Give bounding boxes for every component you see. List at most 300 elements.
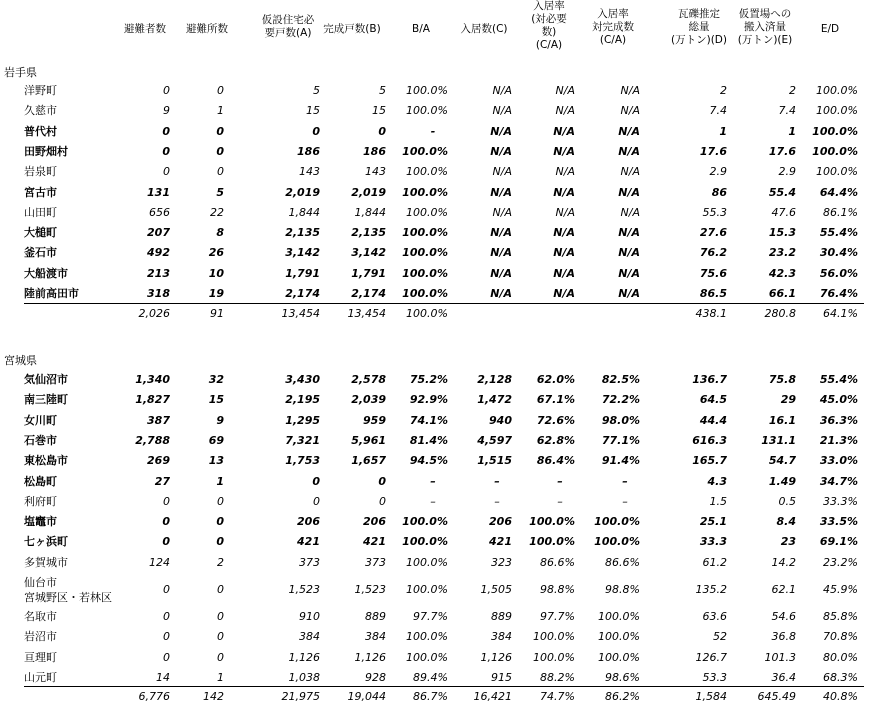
cell-evacuees: 213 [147, 266, 170, 280]
cell-evacuees: 0 [162, 144, 170, 158]
cell-occupancy-required: N/A [555, 165, 575, 179]
cell-evacuees: 0 [162, 535, 170, 549]
cell-ed-ratio: 100.0% [816, 165, 858, 179]
cell-debris-total: 52 [713, 630, 727, 644]
cell-completed-units: 928 [365, 670, 386, 684]
cell-required-units: 910 [299, 610, 320, 623]
cell-debris-removed: 1.49 [768, 474, 796, 488]
cell-occupancy-required: 86.6% [540, 555, 575, 569]
cell-occupancy-required: N/A [555, 104, 575, 118]
cell-ba-ratio: 100.0% [406, 104, 448, 118]
cell-debris-removed: 7.4 [778, 104, 796, 118]
cell-debris-total: 55.3 [702, 205, 727, 219]
cell-occupancy-completed: 98.6% [605, 670, 640, 684]
cell-ed-ratio: 56.0% [819, 266, 858, 280]
cell-shelters: 142 [203, 690, 224, 703]
cell-occupied: N/A [492, 165, 512, 179]
cell-completed-units: 1,657 [351, 454, 386, 468]
cell-shelters: 15 [208, 393, 224, 407]
cell-required-units: 2,019 [285, 185, 320, 199]
table-row [0, 451, 876, 471]
cell-occupancy-completed: N/A [620, 205, 640, 219]
cell-debris-removed: 36.8 [771, 630, 796, 644]
cell-ed-ratio: 23.2% [823, 555, 858, 569]
cell-occupancy-required: – [557, 474, 563, 488]
municipality-name: 東松島市 [24, 454, 68, 468]
table-row [0, 122, 876, 142]
cell-occupied: 16,421 [473, 690, 512, 703]
cell-ba-ratio: 94.5% [409, 454, 448, 468]
cell-ba-ratio: - [430, 124, 436, 138]
cell-ba-ratio: – [430, 494, 436, 508]
cell-shelters: 0 [216, 515, 224, 529]
cell-ed-ratio: 70.8% [823, 630, 858, 644]
cell-occupancy-required: 100.0% [533, 630, 575, 644]
municipality-name: 多賀城市 [24, 555, 68, 569]
cell-required-units: 1,038 [288, 670, 320, 684]
cell-debris-removed: 15.3 [768, 226, 796, 240]
cell-occupancy-completed: N/A [618, 144, 640, 158]
municipality-name: 南三陸町 [24, 393, 68, 407]
cell-ba-ratio: 89.4% [413, 670, 448, 684]
cell-ba-ratio: 100.0% [406, 583, 448, 596]
cell-occupancy-completed: N/A [618, 185, 640, 199]
cell-evacuees: 0 [163, 165, 170, 179]
table-row [0, 607, 876, 627]
cell-evacuees: 656 [149, 205, 170, 219]
cell-debris-total: 165.7 [692, 454, 727, 468]
cell-debris-total: 17.6 [699, 144, 727, 158]
cell-ed-ratio: 45.0% [819, 393, 858, 407]
cell-ba-ratio: 74.1% [409, 413, 448, 427]
cell-occupancy-completed: 98.0% [601, 413, 640, 427]
cell-ed-ratio: 30.4% [819, 246, 858, 260]
cell-completed-units: 15 [372, 104, 386, 118]
cell-debris-removed: 54.6 [771, 610, 796, 623]
cell-debris-total: 2.9 [709, 165, 727, 179]
cell-occupied: 889 [491, 610, 512, 623]
cell-evacuees: 207 [147, 226, 170, 240]
cell-debris-removed: 42.3 [768, 266, 796, 280]
cell-debris-removed: 66.1 [768, 287, 796, 300]
cell-evacuees: 0 [163, 84, 170, 97]
cell-ba-ratio: 100.0% [406, 555, 448, 569]
cell-debris-total: 1 [719, 124, 727, 138]
cell-completed-units: 1,844 [354, 205, 386, 219]
cell-occupied: – [494, 474, 500, 488]
cell-required-units: 421 [297, 535, 320, 549]
cell-occupied: 421 [489, 535, 512, 549]
cell-completed-units: 384 [365, 630, 386, 644]
cell-occupancy-required: N/A [553, 144, 575, 158]
table-row [0, 553, 876, 573]
header-shelters: 避難所数 [186, 23, 228, 35]
cell-occupancy-required: 74.7% [540, 690, 575, 703]
cell-completed-units: 186 [363, 144, 386, 158]
cell-shelters: 1 [217, 670, 224, 684]
cell-shelters: 10 [208, 266, 224, 280]
cell-ed-ratio: 34.7% [819, 474, 858, 488]
cell-shelters: 8 [216, 226, 224, 240]
cell-evacuees: 1,340 [135, 373, 170, 386]
cell-required-units: 1,791 [285, 266, 320, 280]
cell-ed-ratio: 64.4% [819, 185, 858, 199]
cell-debris-total: 86.5 [699, 287, 727, 300]
cell-evacuees: 27 [154, 474, 170, 488]
cell-evacuees: 9 [163, 104, 170, 118]
table-row [0, 203, 876, 223]
cell-shelters: 2 [217, 555, 224, 569]
cell-occupied: N/A [490, 266, 512, 280]
cell-evacuees: 0 [163, 583, 170, 596]
cell-evacuees: 2,026 [138, 307, 170, 320]
cell-occupied: N/A [490, 287, 512, 300]
cell-occupancy-completed: – [622, 494, 628, 508]
cell-ed-ratio: 40.8% [823, 690, 858, 703]
cell-shelters: 0 [217, 650, 224, 664]
prefecture-label: 岩手県 [4, 66, 37, 79]
cell-debris-removed: 36.4 [771, 670, 796, 684]
cell-debris-removed: 23.2 [768, 246, 796, 260]
cell-occupied: 940 [489, 413, 512, 427]
cell-occupancy-completed: 77.1% [601, 433, 640, 447]
cell-occupied: N/A [490, 226, 512, 240]
cell-shelters: 0 [217, 84, 224, 97]
cell-completed-units: 2,174 [351, 287, 386, 300]
table-row [0, 431, 876, 451]
header-required-units: 仮設住宅必 要戸数(A) [261, 14, 315, 39]
cell-required-units: 384 [299, 630, 320, 644]
cell-debris-removed: 47.6 [771, 205, 796, 219]
cell-occupied: 1,515 [477, 454, 512, 468]
cell-occupancy-completed: 100.0% [594, 515, 640, 529]
cell-ed-ratio: 33.3% [823, 494, 858, 508]
cell-completed-units: 0 [378, 474, 386, 488]
cell-completed-units: 19,044 [347, 690, 386, 703]
cell-occupancy-required: 86.4% [536, 454, 575, 468]
cell-occupied: N/A [492, 104, 512, 118]
cell-required-units: 13,454 [281, 307, 320, 320]
cell-evacuees: 0 [162, 124, 170, 138]
cell-debris-removed: 17.6 [768, 144, 796, 158]
municipality-name: 岩沼市 [24, 630, 57, 644]
cell-debris-removed: 23 [780, 535, 796, 549]
cell-completed-units: 373 [365, 555, 386, 569]
cell-shelters: 0 [217, 583, 224, 596]
cell-completed-units: 1,791 [351, 266, 386, 280]
cell-required-units: 206 [297, 515, 320, 529]
cell-required-units: 2,174 [285, 287, 320, 300]
cell-completed-units: 13,454 [347, 307, 386, 320]
cell-debris-total: 33.3 [699, 535, 727, 549]
table-row [0, 264, 876, 284]
cell-ed-ratio: 100.0% [816, 104, 858, 118]
table-row [0, 648, 876, 668]
municipality-name: 久慈市 [24, 104, 57, 118]
municipality-name: 田野畑村 [24, 144, 68, 158]
table-row [0, 284, 876, 304]
cell-occupied: 206 [489, 515, 512, 529]
municipality-name: 山田町 [24, 205, 57, 219]
cell-ba-ratio: 100.0% [406, 630, 448, 644]
cell-debris-total: 126.7 [695, 650, 727, 664]
cell-occupancy-required: 62.0% [536, 373, 575, 386]
cell-required-units: 2,135 [285, 226, 320, 240]
cell-ba-ratio: 97.7% [413, 610, 448, 623]
cell-evacuees: 318 [147, 287, 170, 300]
cell-occupancy-required: N/A [553, 246, 575, 260]
cell-completed-units: 2,578 [351, 373, 386, 386]
cell-shelters: 32 [208, 373, 224, 386]
cell-occupied: 384 [491, 630, 512, 644]
cell-occupancy-completed: 100.0% [598, 610, 640, 623]
cell-occupancy-completed: N/A [618, 226, 640, 240]
municipality-name: 宮古市 [24, 185, 57, 199]
header-ed-ratio: E/D [820, 23, 840, 35]
municipality-name: 塩竈市 [24, 515, 57, 529]
municipality-name: 大船渡市 [24, 266, 68, 280]
header-occupancy-completed: 入居率 対完成数 (C/A) [592, 8, 634, 46]
cell-completed-units: 5,961 [351, 433, 386, 447]
cell-ba-ratio: 75.2% [409, 373, 448, 386]
municipality-name: 石巻市 [24, 433, 57, 447]
cell-shelters: 0 [216, 535, 224, 549]
cell-shelters: 69 [208, 433, 224, 447]
cell-occupancy-completed: 86.6% [605, 555, 640, 569]
table-row [0, 411, 876, 431]
cell-occupancy-required: 67.1% [536, 393, 575, 407]
cell-shelters: 1 [216, 474, 224, 488]
cell-ba-ratio: 100.0% [402, 266, 448, 280]
cell-ba-ratio: 100.0% [402, 515, 448, 529]
cell-debris-total: 1.5 [709, 494, 727, 508]
cell-debris-removed: 280.8 [764, 307, 796, 320]
cell-required-units: 1,126 [288, 650, 320, 664]
cell-shelters: 19 [208, 287, 224, 300]
municipality-name: 名取市 [24, 610, 57, 623]
cell-ba-ratio: 100.0% [406, 307, 448, 320]
cell-shelters: 9 [216, 413, 224, 427]
cell-debris-total: 25.1 [699, 515, 727, 529]
cell-occupancy-completed: – [622, 474, 628, 488]
cell-occupancy-required: 97.7% [540, 610, 575, 623]
header-evacuees: 避難者数 [124, 23, 166, 35]
cell-completed-units: 5 [379, 84, 386, 97]
cell-required-units: 1,753 [285, 454, 320, 468]
total-row [0, 687, 876, 707]
cell-evacuees: 387 [147, 413, 170, 427]
cell-debris-removed: 2 [789, 84, 796, 97]
cell-required-units: 21,975 [281, 690, 320, 703]
cell-ba-ratio: 100.0% [402, 144, 448, 158]
cell-ba-ratio: 100.0% [402, 287, 448, 300]
cell-required-units: 0 [312, 124, 320, 138]
cell-shelters: 0 [217, 165, 224, 179]
cell-debris-removed: 131.1 [761, 433, 796, 447]
municipality-name: 大槌町 [24, 226, 57, 240]
cell-evacuees: 1,827 [135, 393, 170, 407]
cell-debris-total: 64.5 [699, 393, 727, 407]
cell-completed-units: 1,126 [354, 650, 386, 664]
cell-ed-ratio: 86.1% [823, 205, 858, 219]
cell-debris-removed: 62.1 [771, 583, 796, 596]
cell-shelters: 26 [208, 246, 224, 260]
cell-required-units: 1,844 [288, 205, 320, 219]
cell-required-units: 1,523 [288, 583, 320, 596]
cell-required-units: 186 [297, 144, 320, 158]
cell-evacuees: 0 [162, 515, 170, 529]
cell-occupancy-required: N/A [555, 84, 575, 97]
cell-shelters: 0 [216, 124, 224, 138]
cell-occupied: N/A [490, 185, 512, 199]
municipality-name: 仙台市 宮城野区・若林区 [24, 576, 112, 604]
cell-required-units: 15 [306, 104, 320, 118]
cell-ed-ratio: 80.0% [823, 650, 858, 664]
cell-evacuees: 0 [163, 610, 170, 623]
cell-shelters: 22 [210, 205, 224, 219]
cell-completed-units: 206 [363, 515, 386, 529]
table-row [0, 472, 876, 492]
cell-evacuees: 131 [147, 185, 170, 199]
cell-occupancy-completed: N/A [618, 124, 640, 138]
cell-shelters: 0 [217, 494, 224, 508]
cell-occupancy-completed [560, 304, 640, 324]
table-row [0, 81, 876, 101]
table-row [0, 532, 876, 552]
cell-required-units: 0 [313, 494, 320, 508]
cell-ba-ratio: 100.0% [406, 84, 448, 97]
cell-debris-total: 61.2 [702, 555, 727, 569]
cell-ed-ratio: 33.0% [819, 454, 858, 468]
cell-occupied: 915 [491, 670, 512, 684]
cell-debris-total: 7.4 [709, 104, 727, 118]
cell-occupancy-required: 100.0% [533, 650, 575, 664]
cell-debris-removed: 16.1 [768, 413, 796, 427]
cell-required-units: 3,142 [285, 246, 320, 260]
municipality-name: 洋野町 [24, 84, 57, 97]
cell-occupied: N/A [490, 124, 512, 138]
cell-occupied: N/A [492, 205, 512, 219]
cell-occupied: 1,472 [477, 393, 512, 407]
cell-shelters: 0 [217, 610, 224, 623]
cell-occupancy-required: 100.0% [529, 535, 575, 549]
table-row [0, 512, 876, 532]
table-row [0, 162, 876, 182]
cell-occupied: 323 [491, 555, 512, 569]
cell-completed-units: 2,019 [351, 185, 386, 199]
cell-evacuees: 492 [147, 246, 170, 260]
cell-evacuees: 0 [163, 630, 170, 644]
cell-ba-ratio: 100.0% [406, 165, 448, 179]
cell-ed-ratio: 33.5% [819, 515, 858, 529]
cell-occupancy-completed: N/A [618, 246, 640, 260]
cell-evacuees: 0 [163, 494, 170, 508]
cell-debris-total: 63.6 [702, 610, 727, 623]
cell-completed-units: 2,039 [351, 393, 386, 407]
cell-debris-removed: 54.7 [768, 454, 796, 468]
cell-debris-removed: 8.4 [776, 515, 796, 529]
cell-debris-removed: 0.5 [778, 494, 796, 508]
cell-occupied: N/A [490, 144, 512, 158]
municipality-name: 利府町 [24, 494, 57, 508]
cell-completed-units: 421 [363, 535, 386, 549]
cell-occupancy-completed: 98.8% [605, 583, 640, 596]
municipality-name: 陸前高田市 [24, 287, 79, 300]
municipality-name: 女川町 [24, 413, 57, 427]
cell-occupancy-required: N/A [553, 266, 575, 280]
cell-occupied: 2,128 [477, 373, 512, 386]
prefecture-label: 宮城県 [4, 354, 37, 367]
cell-evacuees: 269 [147, 454, 170, 468]
cell-required-units: 7,321 [285, 433, 320, 447]
table-row [0, 243, 876, 263]
cell-ba-ratio: 100.0% [402, 185, 448, 199]
municipality-name: 松島町 [24, 474, 57, 488]
table-row [0, 223, 876, 243]
cell-debris-total: 44.4 [699, 413, 727, 427]
header-debris-total: 瓦礫推定 総量 (万トン)(D) [671, 8, 727, 46]
cell-occupancy-completed: 86.2% [605, 690, 640, 703]
cell-evacuees: 2,788 [135, 433, 170, 447]
cell-ba-ratio: 81.4% [409, 433, 448, 447]
cell-debris-removed: 14.2 [771, 555, 796, 569]
cell-ba-ratio: 100.0% [406, 205, 448, 219]
cell-debris-total: 27.6 [699, 226, 727, 240]
municipality-name: 気仙沼市 [24, 373, 68, 386]
cell-ed-ratio: 69.1% [819, 535, 858, 549]
cell-debris-total: 135.2 [695, 583, 727, 596]
municipality-name: 七ヶ浜町 [24, 535, 68, 549]
cell-debris-removed: 75.8 [768, 373, 796, 386]
cell-occupancy-required: 88.2% [540, 670, 575, 684]
cell-occupied: 4,597 [477, 433, 512, 447]
cell-debris-removed: 101.3 [764, 650, 796, 664]
cell-debris-total: 136.7 [692, 373, 727, 386]
cell-required-units: 143 [299, 165, 320, 179]
table-row [0, 573, 876, 607]
cell-debris-total: 53.3 [702, 670, 727, 684]
cell-occupied: N/A [490, 246, 512, 260]
cell-evacuees: 6,776 [138, 690, 170, 703]
header-ba-ratio: B/A [412, 23, 430, 35]
cell-occupancy-completed: N/A [620, 104, 640, 118]
table-row [0, 370, 876, 390]
cell-ed-ratio: 55.4% [819, 226, 858, 240]
cell-completed-units: 2,135 [351, 226, 386, 240]
municipality-name: 岩泉町 [24, 165, 57, 179]
cell-debris-total: 76.2 [699, 246, 727, 260]
cell-required-units: 1,295 [285, 413, 320, 427]
header-occupied: 入居数(C) [460, 23, 508, 35]
cell-occupied: 1,126 [480, 650, 512, 664]
cell-completed-units: 959 [363, 413, 386, 427]
cell-required-units: 3,430 [285, 373, 320, 386]
cell-shelters: 0 [217, 630, 224, 644]
cell-ba-ratio: – [430, 474, 436, 488]
cell-completed-units: 0 [379, 494, 386, 508]
cell-evacuees: 124 [149, 555, 170, 569]
cell-ed-ratio: 100.0% [812, 144, 858, 158]
table-row [0, 627, 876, 647]
cell-occupancy-required: 62.8% [536, 433, 575, 447]
table-row [0, 142, 876, 162]
cell-occupancy-required: 72.6% [536, 413, 575, 427]
cell-occupancy-required: 98.8% [540, 583, 575, 596]
cell-evacuees: 0 [163, 650, 170, 664]
cell-shelters: 13 [208, 454, 224, 468]
cell-occupancy-completed: 100.0% [598, 650, 640, 664]
municipality-name: 普代村 [24, 124, 57, 138]
